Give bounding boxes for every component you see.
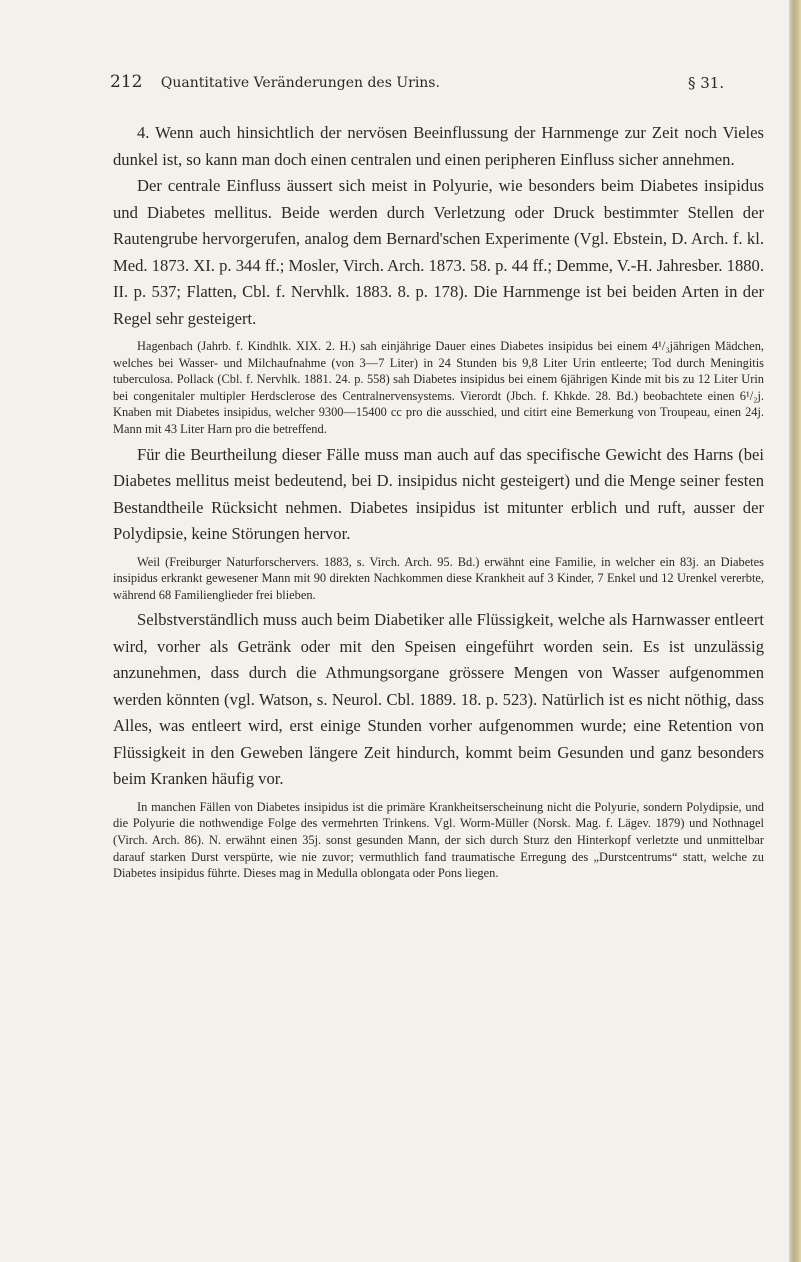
body-paragraph: Der centrale Einfluss äussert sich meist in Polyurie, wie besonders beim Diabetes insipidus und Diabetes mellitus. Beide werden durch Verletzung oder Druck bestimmter Stellen der Rautengrube hervorgerufen, analog dem Bernard'schen Experimente (Vgl. Ebstein, D. Arch. f. kl. Med. 1873. XI. p. 344 ff.; Mosler, Virch. Arch. 1873. 58. p. 44 ff.; Demme, V.-H. Jahresber. 1880. II. p. 537; Flatten, Cbl. f. Nervhlk. 1883. 8. p. 178). Die Harnmenge ist bei beiden Arten in der Regel sehr gesteigert.	[113, 176, 764, 328]
page-body	[113, 120, 764, 886]
page-number: 212	[110, 72, 143, 92]
body-paragraph: Für die Beurtheilung dieser Fälle muss man auch auf das specifische Gewicht des Harns (bei Diabetes mellitus meist bedeutend, bei D. insipidus nicht gesteigert) und die Menge seiner festen Bestandtheile Rücksicht nehmen. Diabetes insipidus ist mitunter erblich und ruft, ausser der Polydipsie, keine Störungen hervor.	[113, 444, 764, 544]
section-number: § 31.	[688, 74, 725, 92]
running-header	[110, 72, 750, 92]
running-title: Quantitative Veränderungen des Urins.	[160, 75, 440, 91]
page-edge	[789, 0, 801, 1262]
footnote-paragraph: Hagenbach (Jahrb. f. Kindhlk. XIX. 2. H.) sah einjährige Dauer eines Diabetes insipidus bei einem 4¹/₃jährigen Mädchen, welches bei Wasser- und Milchaufnahme (von 3—7 Liter) in 24 Stunden bis 9,8 Liter Urin entleerte; Tod durch Meningitis tuberculosa. Pollack (Cbl. f. Nervhlk. 1881. 24. p. 558) sah Diabetes insipidus bei einem 6jährigen Kinde mit bis zu 12 Liter Urin bei congenitaler multipler Herdsclerose des Centralnervensystems. Vierordt (Jbch. f. Khkde. 28. Bd.) beobachtete einen 6¹/₂j. Knaben mit Diabetes insipidus, welcher 9300—15400 cc pro die ausschied, und citirt eine Bemerkung von Troupeau, einen 24j. Mann mit 43 Liter Harn pro die betreffend.	[113, 339, 764, 436]
footnote-paragraph: Weil (Freiburger Naturforschervers. 1883, s. Virch. Arch. 95. Bd.) erwähnt eine Familie, in welcher ein 83j. an Diabetes insipidus erkrankt gewesener Mann mit 90 direkten Nachkommen diese Krankheit auf 3 Kinder, 7 Enkel und 12 Urenkel vererbte, während 68 Familienglieder frei blieben.	[113, 554, 764, 602]
body-paragraph: Selbstverständlich muss auch beim Diabetiker alle Flüssigkeit, welche als Harnwasser entleert wird, vorher als Getränk oder mit den Speisen eingeführt worden sein. Es ist unzulässig anzunehmen, dass durch die Athmungsorgane grössere Mengen von Wasser aufgenommen werden könnten (vgl. Watson, s. Neurol. Cbl. 1889. 18. p. 523). Natürlich ist es nicht nöthig, dass Alles, was entleert wird, erst einige Stunden vorher aufgenommen wurde; eine Retention von Flüssigkeit in den Geweben längere Zeit hindurch, kommt beim Gesunden und ganz besonders beim Kranken häufig vor.	[113, 610, 764, 789]
footnote-paragraph: In manchen Fällen von Diabetes insipidus ist die primäre Krankheitserscheinung nicht die Polyurie, sondern Polydipsie, und die Polyurie die nothwendige Folge des vermehrten Trinkens. Vgl. Worm-Müller (Norsk. Mag. f. Lägev. 1879) und Nothnagel (Virch. Arch. 86). N. erwähnt einen 35j. sonst gesunden Mann, der sich durch Sturz den Hinterkopf verletzte und unmittelbar darauf starken Durst verspürte, wie nie zuvor; vermuthlich fand traumatische Erregung des „Durstcentrums“ statt, welche zu Diabetes insipidus führte. Dieses mag in Medulla oblongata oder Pons liegen.	[113, 799, 764, 881]
body-paragraph: 4. Wenn auch hinsichtlich der nervösen Beeinflussung der Harnmenge zur Zeit noch Vieles dunkel ist, so kann man doch einen centralen und einen peripheren Einfluss sicher annehmen.	[113, 123, 764, 169]
